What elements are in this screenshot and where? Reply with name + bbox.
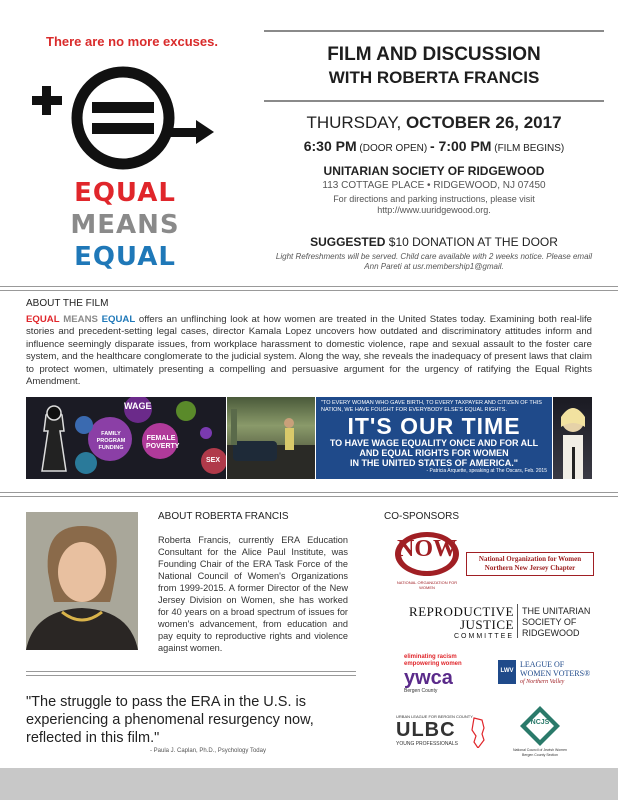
roberta-bio-text: Roberta Francis, currently ERA Education Consultant for the Alice Paul Institute, was Founding Chair of the ERA Task Force of the National Council of Women's Organizations from 1999-2015. A former Director of the New Jersey Division on Women, she has worked for 40 years on a broad spectrum of issues for women's advancement, from education and pay equity to reproductive rights and violence against women. xyxy=(158,535,348,653)
about-film-heading: ABOUT THE FILM xyxy=(26,298,109,309)
now-small-text: NATIONAL ORGANIZATION FOR WOMEN xyxy=(396,580,458,590)
caplan-quote: "The struggle to pass the ERA in the U.S. is experiencing a phenomenal resurgency now, reflected in this film." xyxy=(26,694,314,746)
bubble-sex: SEX xyxy=(206,457,221,464)
roberta-francis-photo xyxy=(26,512,138,650)
section-divider-1 xyxy=(0,286,618,287)
nj-map-icon xyxy=(470,716,486,748)
film-still-street-image xyxy=(227,397,315,479)
about-roberta-heading: ABOUT ROBERTA FRANCIS xyxy=(158,511,289,522)
section-divider-3 xyxy=(0,492,618,493)
logo-word-equal-bottom: EQUAL xyxy=(74,242,176,272)
its-our-time-text: IT'S OUR TIME xyxy=(347,413,521,439)
header-mid-rule xyxy=(264,100,604,102)
bubble-family-program: FAMILY PROGRAM FUNDING xyxy=(96,431,126,451)
venue-address: 113 COTTAGE PLACE • RIDGEWOOD, NJ 07450 xyxy=(322,180,546,191)
quote-rule-2 xyxy=(26,675,356,676)
caplan-quote-citation: - Paula J. Caplan, Ph.D., Psychology Today xyxy=(150,748,266,754)
section-divider-2 xyxy=(0,290,618,291)
about-film-text: EQUAL MEANS EQUAL offers an unflinching look at how women are treated in the United States today. Examining both real-life stories and precedent-setting legal cases, director Kamala Lopez uncovers how outdated and discriminatory attitudes inform and influence seemingly disparate issues, from workplace harassment to domestic violence, rape and sexual assault to the foster care system, and the healthcare conglomerate to the judicial system. Along the way, she reveals the inadequacy of present laws that claim to protect women, ultimately presenting a compelling and persuasive argument for the urgency of ratifying the Equal Rights Amendment. xyxy=(26,314,593,388)
section-divider-4 xyxy=(0,496,618,497)
lwv-mark: LWV xyxy=(498,660,516,684)
issues-bubbles-image xyxy=(26,397,226,479)
now-chapter-box: National Organization for Women Northern New Jersey Chapter xyxy=(466,552,594,576)
arquette-quote-panel: "TO EVERY WOMAN WHO GAVE BIRTH, TO EVERY TAXPAYER AND CITIZEN OF THIS NATION, WE HAVE FOUGHT FOR EVERYBODY ELSE'S EQUAL RIGHTS. IT'S OUR TIME TO HAVE WAGE EQUALITY ONCE AND FOR ALL AND EQUAL RIGHTS FOR WOMEN IN THE UNITED STATES OF AMERICA." - Patricia Arquette, speaking at The Oscars, Feb. 2015 xyxy=(316,397,552,479)
ywca-logo: eliminating racism empowering women ywca Bergen County xyxy=(404,654,462,694)
bubble-female-poverty: FEMALE POVERTY xyxy=(146,435,180,450)
reproductive-justice-logo: REPRODUCTIVE JUSTICE COMMITTEE xyxy=(409,604,514,640)
arquette-photo xyxy=(553,397,592,479)
now-letters: NOW xyxy=(397,536,457,562)
cosponsors-heading: CO-SPONSORS xyxy=(384,511,460,522)
ncjw-mark: NCJS xyxy=(530,719,550,726)
event-date: THURSDAY, OCTOBER 26, 2017 xyxy=(306,113,562,132)
unitarian-society-logo: THE UNITARIAN SOCIETY OF RIDGEWOOD xyxy=(522,606,591,638)
logo-word-means: MEANS xyxy=(70,210,180,240)
ulbc-logo: URBAN LEAGUE FOR BERGEN COUNTY ULBC YOUNG PROFESSIONALS xyxy=(396,714,486,747)
rj-uu-divider xyxy=(517,604,518,638)
footer-band xyxy=(0,768,618,800)
venue-name: UNITARIAN SOCIETY OF RIDGEWOOD xyxy=(323,164,545,178)
refreshments-note: Light Refreshments will be served. Child care available with 2 weeks notice. Please email Ann Pareti at usr.membership1@gmail. xyxy=(275,252,593,271)
event-time: 6:30 PM (DOOR OPEN) - 7:00 PM (FILM BEGINS) xyxy=(303,138,565,154)
header-top-rule xyxy=(264,30,604,32)
equal-means-equal-logo xyxy=(30,60,220,180)
now-logo xyxy=(392,532,462,592)
event-subtitle: WITH ROBERTA FRANCIS xyxy=(328,68,540,87)
ncjw-logo: NCJS National Council of Jewish Women Bergen County Section xyxy=(510,704,570,764)
logo-word-equal-top: EQUAL xyxy=(74,178,176,208)
quote-rule-1 xyxy=(26,671,356,672)
event-title: FILM AND DISCUSSION xyxy=(327,44,541,65)
directions-text: For directions and parking instructions, please visit http://www.uuridgewood.org. xyxy=(333,194,535,215)
donation-text: SUGGESTED $10 DONATION AT THE DOOR xyxy=(310,235,558,249)
bubble-wage: WAGE xyxy=(124,401,152,411)
tagline: There are no more excuses. xyxy=(46,34,218,49)
